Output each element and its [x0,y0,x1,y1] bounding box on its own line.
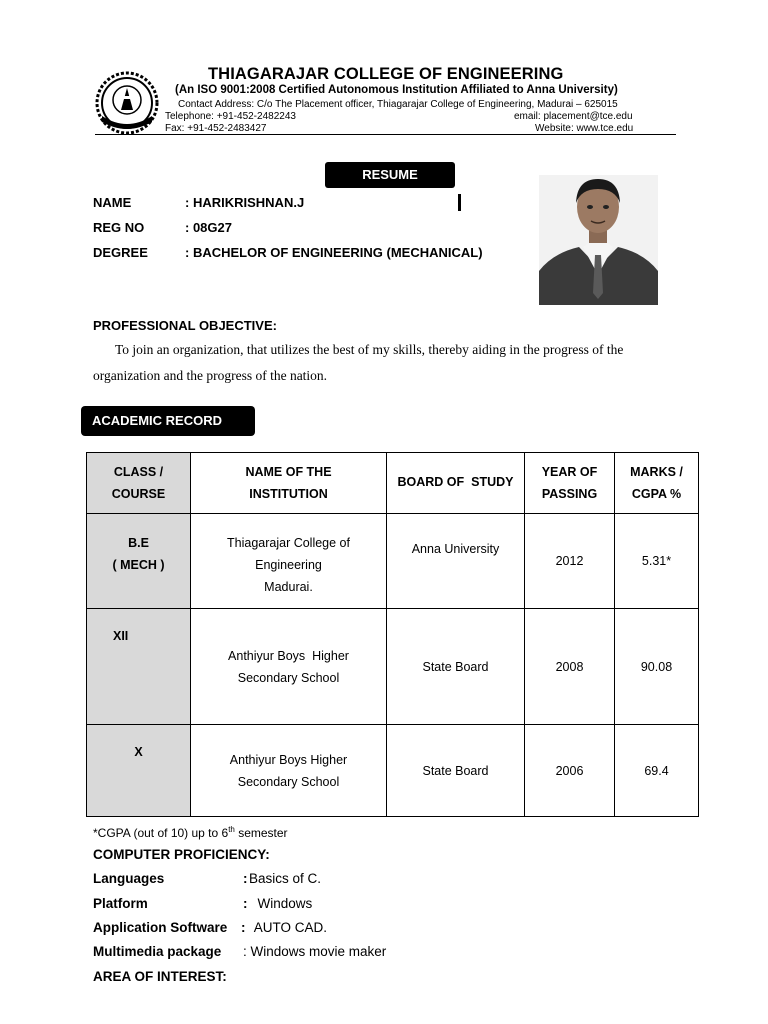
platform-value: Windows [250,896,313,911]
institution-cell: Anthiyur Boys Higher Secondary School [191,609,387,725]
text-cursor [458,194,461,211]
col-year-header: YEAR OF PASSING [525,453,615,514]
year-cell: 2006 [525,725,615,817]
class-cell: X [87,725,191,817]
degree-label: DEGREE [93,245,148,260]
col-marks-header: MARKS / CGPA % [615,453,699,514]
fax: Fax: +91-452-2483427 [165,123,267,134]
languages-sep: : [243,871,248,886]
marks-cell: 5.31* [615,514,699,609]
degree-value: : BACHELOR OF ENGINEERING (MECHANICAL) [185,245,483,260]
application-software-label: Application Software [93,920,228,935]
multimedia-package-value: : Windows movie maker [243,944,387,959]
college-subtitle: (An ISO 9001:2008 Certified Autonomous Institution Affiliated to Anna University) [175,84,618,96]
objective-heading: PROFESSIONAL OBJECTIVE: [93,318,277,333]
col-institution-header: NAME OF THE INSTITUTION [191,453,387,514]
name-label: NAME [93,195,132,210]
year-cell: 2012 [525,514,615,609]
table-row [87,609,699,725]
contact-address: Contact Address: C/o The Placement officer, Thiagarajar College of Engineering, Madurai – 625015 [178,99,618,110]
name-value: : HARIKRISHNAN.J [185,195,305,210]
marks-cell: 69.4 [615,725,699,817]
multimedia-package-label: Multimedia package [93,944,222,959]
college-name: THIAGARAJAR COLLEGE OF ENGINEERING [208,65,564,83]
telephone: Telephone: +91-452-2482243 [165,111,296,122]
institution-cell: Thiagarajar College of Engineering Madurai. [191,514,387,609]
col-board-header: BOARD OF STUDY [387,453,525,514]
table-row [87,725,699,817]
platform-label: Platform [93,896,148,911]
academic-record-heading: ACADEMIC RECORD [81,406,255,436]
objective-line-1: To join an organization, that utilizes the best of my skills, thereby aiding in the progress of the [115,342,624,357]
header-divider [95,134,676,135]
table-row [87,514,699,609]
languages-label: Languages [93,871,165,886]
board-cell: State Board [387,609,525,725]
board-cell: Anna University [387,514,525,609]
website: Website: www.tce.edu [535,123,634,134]
application-software-value: AUTO CAD. [247,920,328,935]
platform-sep: : [243,896,248,911]
class-cell: XII [87,609,191,725]
year-cell: 2008 [525,609,615,725]
board-cell: State Board [387,725,525,817]
col-class-header: CLASS / COURSE [87,453,191,514]
profile-photo [539,175,658,305]
class-cell: B.E ( MECH ) [87,514,191,609]
resume-heading: RESUME [325,162,455,188]
cgpa-note: *CGPA (out of 10) up to 6th semester [93,825,288,840]
table-header-row [87,453,699,514]
languages-value: Basics of C. [249,871,322,886]
email: email: placement@tce.edu [514,111,633,122]
academic-table [86,452,699,817]
objective-line-2: organization and the progress of the nation. [93,368,328,383]
reg-label: REG NO [93,220,145,235]
application-software-sep: : [241,920,246,935]
reg-value: : 08G27 [185,220,232,235]
marks-cell: 90.08 [615,609,699,725]
area-of-interest-heading: AREA OF INTEREST: [93,969,227,984]
institution-cell: Anthiyur Boys Higher Secondary School [191,725,387,817]
college-logo [94,70,160,136]
computer-proficiency-heading: COMPUTER PROFICIENCY: [93,847,270,862]
